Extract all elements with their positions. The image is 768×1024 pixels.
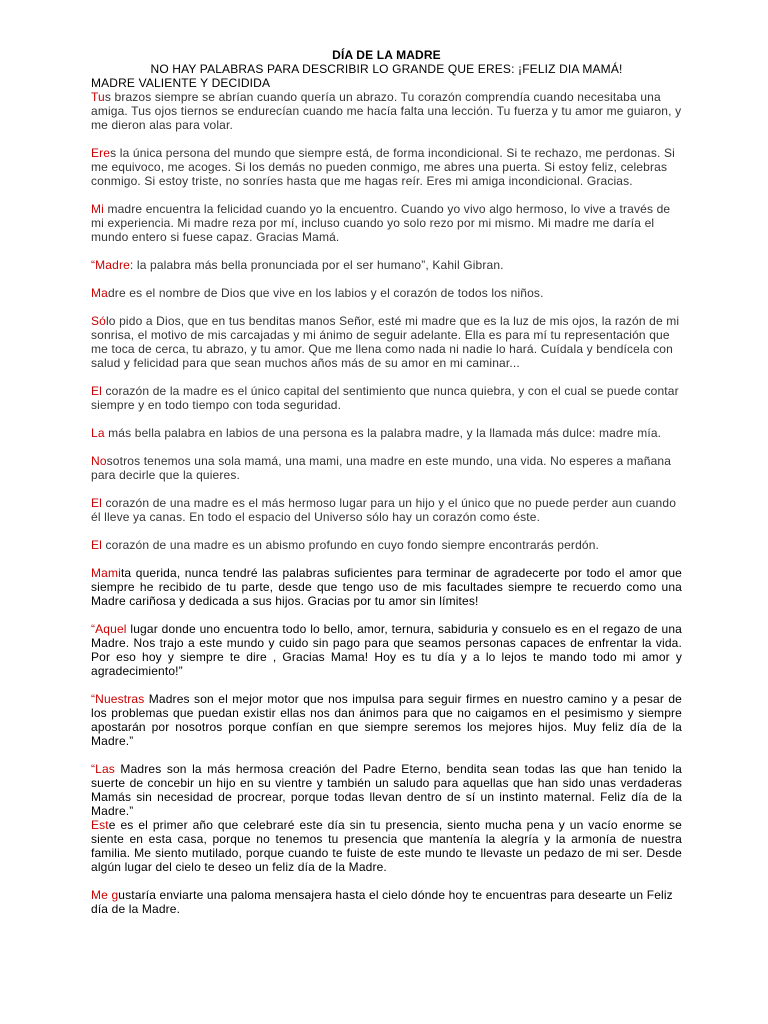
paragraph-lead: Mami: [91, 566, 121, 580]
paragraph-text: Madres son el mejor motor que nos impulsa para seguir firmes en nuestro camino y a pesar de los problemas que puedan existir ellas nos dan ánimos para que no caigamos en el pesimismo y siempre apostarán por nosotros porque confían en que siempre seremos los mejores hijos. Muy feliz día de la Madre.”: [91, 692, 682, 748]
paragraph-lead: El: [91, 538, 102, 552]
paragraph-lead: Só: [91, 314, 106, 328]
document-subline: MADRE VALIENTE Y DECIDIDA: [91, 76, 271, 90]
paragraph: [91, 90, 682, 132]
paragraph: [91, 202, 682, 244]
paragraph-text: : la palabra más bella pronunciada por el ser humano”, Kahil Gibran.: [129, 258, 504, 272]
paragraph-text: lo pido a Dios, que en tus benditas manos Señor, esté mi madre que es la luz de mis ojos, la razón de mi sonrisa, el motivo de mis carcajadas y mi ánimo de seguir adelante. Ella es para mí tu representación que me toca de cerca, tu abrazo, y tu amor. Que me llena como nada ni nadie lo hará. Cuídala y bendícela con salud y felicidad para que sean muchos años más de su amor en mi caminar...: [91, 314, 680, 370]
paragraph: [91, 258, 682, 272]
paragraph-text: madre encuentra la felicidad cuando yo la encuentro. Cuando yo vivo algo hermoso, lo vive a través de mi experiencia. Mi madre reza por mí, incluso cuando yo solo rezo por mi mismo. Mi madre me daría el mundo entero si fuese capaz. Gracias Mamá.: [91, 202, 671, 244]
paragraph: [91, 888, 682, 916]
paragraph: [91, 314, 682, 370]
paragraph: [91, 146, 682, 188]
paragraph-text: ta querida, nunca tendré las palabras suficientes para terminar de agradecerte por todo el amor que siempre he recibido de tu parte, desde que tengo uso de mis facultades siempre te recuerdo como una Madre cariñosa y dedicada a sus hijos. Gracias por tu amor sin límites!: [91, 566, 682, 608]
paragraph-text: corazón de una madre es un abismo profundo en cuyo fondo siempre encontrarás perdón.: [101, 538, 600, 552]
paragraph-text: s la única persona del mundo que siempre está, de forma incondicional. Si te rechazo, me perdonas. Si me equivoco, me acoges. Si los demás no pueden conmigo, me abres una puerta. Si estoy feliz, celebras conmigo. Si estoy triste, no sonríes hasta que me hagas reír. Eres mi amiga incondicional. Gracias.: [91, 146, 675, 188]
paragraph-lead: La: [91, 426, 105, 440]
paragraph-text: ustaría enviarte una paloma mensajera hasta el cielo dónde hoy te encuentras para desearte un Feliz día de la Madre.: [91, 888, 673, 916]
paragraph-lead: El: [91, 496, 102, 510]
document-subtitle: NO HAY PALABRAS PARA DESCRIBIR LO GRANDE QUE ERES: ¡FELIZ DIA MAMÁ!: [150, 62, 623, 76]
paragraph: [91, 622, 682, 678]
paragraph-text: más bella palabra en labios de una persona es la palabra madre, y la llamada más dulce: madre mía.: [104, 426, 662, 440]
paragraph: [91, 692, 682, 748]
paragraph: [91, 384, 682, 412]
document-title: DÍA DE LA MADRE: [332, 48, 441, 62]
paragraph-lead: Me g: [91, 888, 119, 902]
paragraph: [91, 762, 682, 818]
paragraph: [91, 426, 682, 440]
paragraph-lead: No: [91, 454, 107, 468]
paragraph-text: dre es el nombre de Dios que vive en los labios y el corazón de todos los niños.: [107, 286, 544, 300]
paragraph-lead: El: [91, 384, 102, 398]
paragraph: [91, 496, 682, 524]
paragraph: [91, 818, 682, 874]
paragraph-lead: “Madre: [91, 258, 130, 272]
paragraph-lead: Mi: [91, 202, 104, 216]
paragraph-text: Madres son la más hermosa creación del Padre Eterno, bendita sean todas las que han tenido la suerte de concebir un hijo en su vientre y también un saludo para aquellas que han sido unas verdaderas Mamás sin necesidad de procrear, porque todas llevan dentro de sí un instinto maternal. Feliz día de la Madre.”: [91, 762, 682, 818]
paragraph: [91, 566, 682, 608]
paragraph: [91, 538, 682, 552]
paragraph-text: corazón de una madre es el más hermoso lugar para un hijo y el único que no puede perder aun cuando él lleve ya canas. En todo el espacio del Universo sólo hay un corazón como éste.: [91, 496, 677, 524]
paragraph-lead: Ere: [91, 146, 111, 160]
paragraph-lead: “Aquel: [91, 622, 127, 636]
paragraph-text: e es el primer año que celebraré este día sin tu presencia, siento mucha pena y un vacío enorme se siente en esta casa, porque no tenemos tu presencia que mantenía la alegría y la armonía de nuestra familia. Me siento mutilado, porque cuando te fuiste de este mundo te llevaste un pedazo de mi ser. Desde algún lugar del cielo te deseo un feliz día de la Madre.: [91, 818, 682, 874]
paragraph-text: sotros tenemos una sola mamá, una mami, una madre en este mundo, una vida. No esperes a mañana para decirle que la quieres.: [91, 454, 672, 482]
paragraph: [91, 454, 682, 482]
paragraph-lead: Ma: [91, 286, 108, 300]
paragraph-lead: Tu: [91, 90, 105, 104]
paragraph-lead: Est: [91, 818, 109, 832]
paragraph-text: lugar donde uno encuentra todo lo bello, amor, ternura, sabiduria y consuelo es en el regazo de una Madre. Nos trajo a este mundo y cuido sin pago para que seamos personas capaces de enfrentar la vida. Por eso hoy y siempre te dire , Gracias Mama! Hoy es tu día y a lo lejos te mando todo mi amor y agradecimiento!”: [91, 622, 682, 678]
paragraph-text: s brazos siempre se abrían cuando quería un abrazo. Tu corazón comprendía cuando necesitaba una amiga. Tus ojos tiernos se endurecían cuando me hacía falta una lección. Tu fuerza y tu amor me guiaron, y me dieron alas para volar.: [91, 90, 682, 132]
paragraph: [91, 286, 682, 300]
paragraph-lead: “Nuestras: [91, 692, 145, 706]
paragraph-text: corazón de la madre es el único capital del sentimiento que nunca quiebra, y con el cual se puede contar siempre y en todo tiempo con toda seguridad.: [91, 384, 679, 412]
paragraph-lead: “Las: [91, 762, 115, 776]
